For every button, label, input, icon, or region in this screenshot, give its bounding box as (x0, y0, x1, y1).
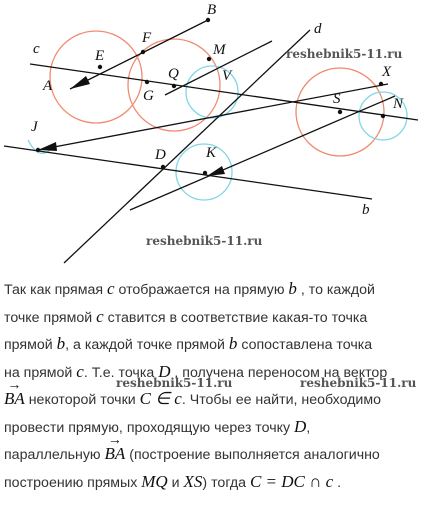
point-n (381, 114, 385, 118)
label-s: S (333, 91, 341, 107)
point-d (161, 165, 165, 169)
point-g (145, 80, 149, 84)
watermark-left: reshebnik5-11.ru (116, 376, 233, 390)
arrowhead-k (207, 166, 225, 176)
point-e (98, 65, 102, 69)
label-x: X (382, 64, 392, 80)
label-n: N (393, 96, 404, 112)
label-q: Q (168, 66, 179, 82)
label-k: K (206, 145, 217, 161)
label-f: F (142, 30, 152, 46)
text-line-6: провести прямую, проходящую через точку D, (4, 416, 311, 436)
label-d-line: d (314, 21, 322, 37)
label-g: G (143, 88, 154, 104)
watermark-right: reshebnik5-11.ru (300, 376, 417, 390)
point-f (141, 50, 145, 54)
watermark-mid: reshebnik5-11.ru (146, 234, 263, 248)
text-line-2: точке прямой c ставится в соответствие какая-то точка (4, 306, 368, 326)
label-b-point: B (207, 2, 217, 18)
point-x (379, 82, 383, 86)
point-j (36, 148, 40, 152)
text-line-8: построению прямых MQ и XS) тогда C = DC ∩ c . (4, 471, 342, 491)
line-ba (70, 20, 208, 89)
label-e: E (95, 48, 105, 64)
text-line-4: на прямой c. Т.е. точка D , получена переносом на вектор (4, 361, 388, 381)
label-d-point: D (155, 147, 166, 163)
watermark-top: reshebnik5-11.ru (286, 47, 403, 61)
point-q (172, 84, 176, 88)
arrowhead-a (70, 76, 90, 89)
arrowhead-j (38, 142, 57, 151)
text-line-1: Так как прямая c отображается на прямую b , то каждой (4, 279, 375, 298)
label-j: J (31, 119, 38, 135)
solution-text (4, 276, 436, 496)
point-b (206, 18, 210, 22)
vector-ba: → BA (4, 386, 25, 413)
label-m: M (213, 42, 226, 58)
point-s (338, 110, 342, 114)
point-m (207, 57, 211, 61)
text-line-3: прямой b, а каждой точке прямой b сопоставлена точка (4, 334, 373, 353)
text-line-7: параллельную → BA (построение выполняется аналогично (4, 441, 436, 469)
line-b (4, 146, 372, 199)
point-k (203, 171, 207, 175)
label-v: V (222, 68, 232, 84)
label-a: A (43, 78, 53, 94)
line-d (64, 30, 310, 263)
label-c-line: c (33, 41, 40, 57)
text-line-5: → BA некоторой точки C ∈ c. Чтобы ее найти, необходимо (4, 386, 436, 414)
vector-ba-2: → BA (105, 441, 126, 468)
label-b-line: b (362, 202, 370, 218)
